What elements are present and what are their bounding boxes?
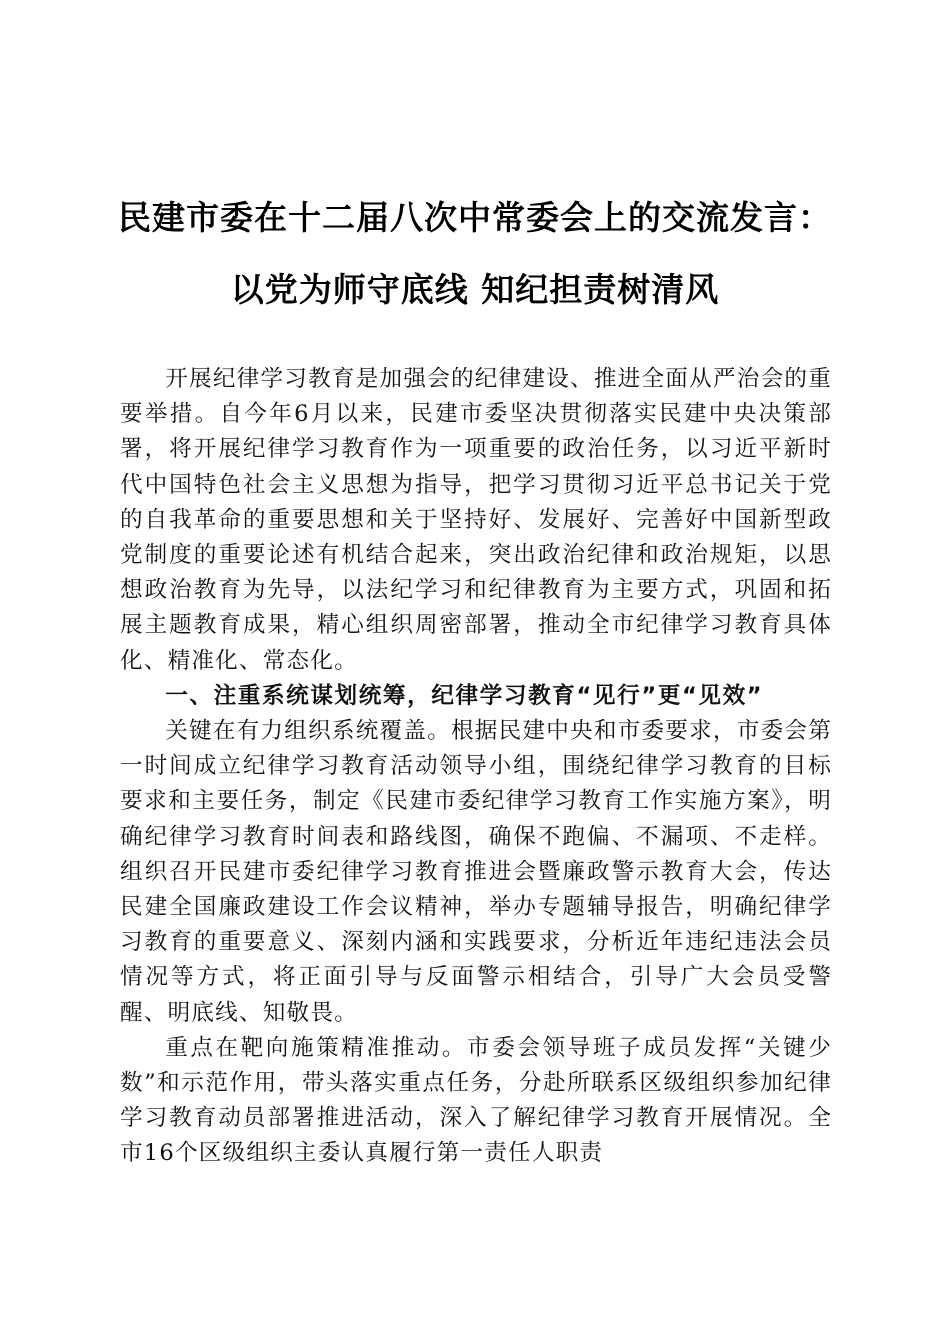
document-title-line-2: 以党为师守底线 知纪担责树清风: [230, 270, 720, 309]
body-paragraph: 关键在有力组织系统覆盖。根据民建中央和市委要求，市委会第一时间成立纪律学习教育活动领导小组，围绕纪律学习教育的目标要求和主要任务，制定《民建市委纪律学习教育工作实施方案》，明确纪律学习教育时间表和路线图，确保不跑偏、不漏项、不走样。组织召开民建市委纪律学习教育推进会暨廉政警示教育大会，传达民建全国廉政建设工作会议精神，举办专题辅导报告，明确纪律学习教育的重要意义、深刻内涵和实践要求，分析近年违纪违法会员情况等方式，将正面引导与反面警示相结合，引导广大会员受警醒、明底线、知敬畏。: [120, 718, 832, 1026]
section-heading-1: 一、注重系统谋划统筹，纪律学习教育“见行”更“见效”: [165, 682, 764, 709]
intro-paragraph: 开展纪律学习教育是加强会的纪律建设、推进全面从严治会的重要举措。自今年6月以来，民建市委坚决贯彻落实民建中央决策部署，将开展纪律学习教育作为一项重要的政治任务，以习近平新时代中国特色社会主义思想为指导，把学习贯彻习近平总书记关于党的自我革命的重要思想和关于坚持好、发展好、完善好中国新型政党制度的重要论述有机结合起来，突出政治纪律和政治规矩，以思想政治教育为先导，以法纪学习和纪律教育为主要方式，巩固和拓展主题教育成果，精心组织周密部署，推动全市纪律学习教育具体化、精准化、常态化。: [120, 366, 832, 674]
document-body: [120, 362, 832, 1172]
body-paragraph: 重点在靶向施策精准推动。市委会领导班子成员发挥“关键少数”和示范作用，带头落实重点任务，分赴所联系区级组织参加纪律学习教育动员部署推进活动，深入了解纪律学习教育开展情况。全市16个区级组织主委认真履行第一责任人职责: [120, 1034, 832, 1167]
document-title-line-1: 民建市委在十二届八次中常委会上的交流发言：: [118, 198, 832, 237]
